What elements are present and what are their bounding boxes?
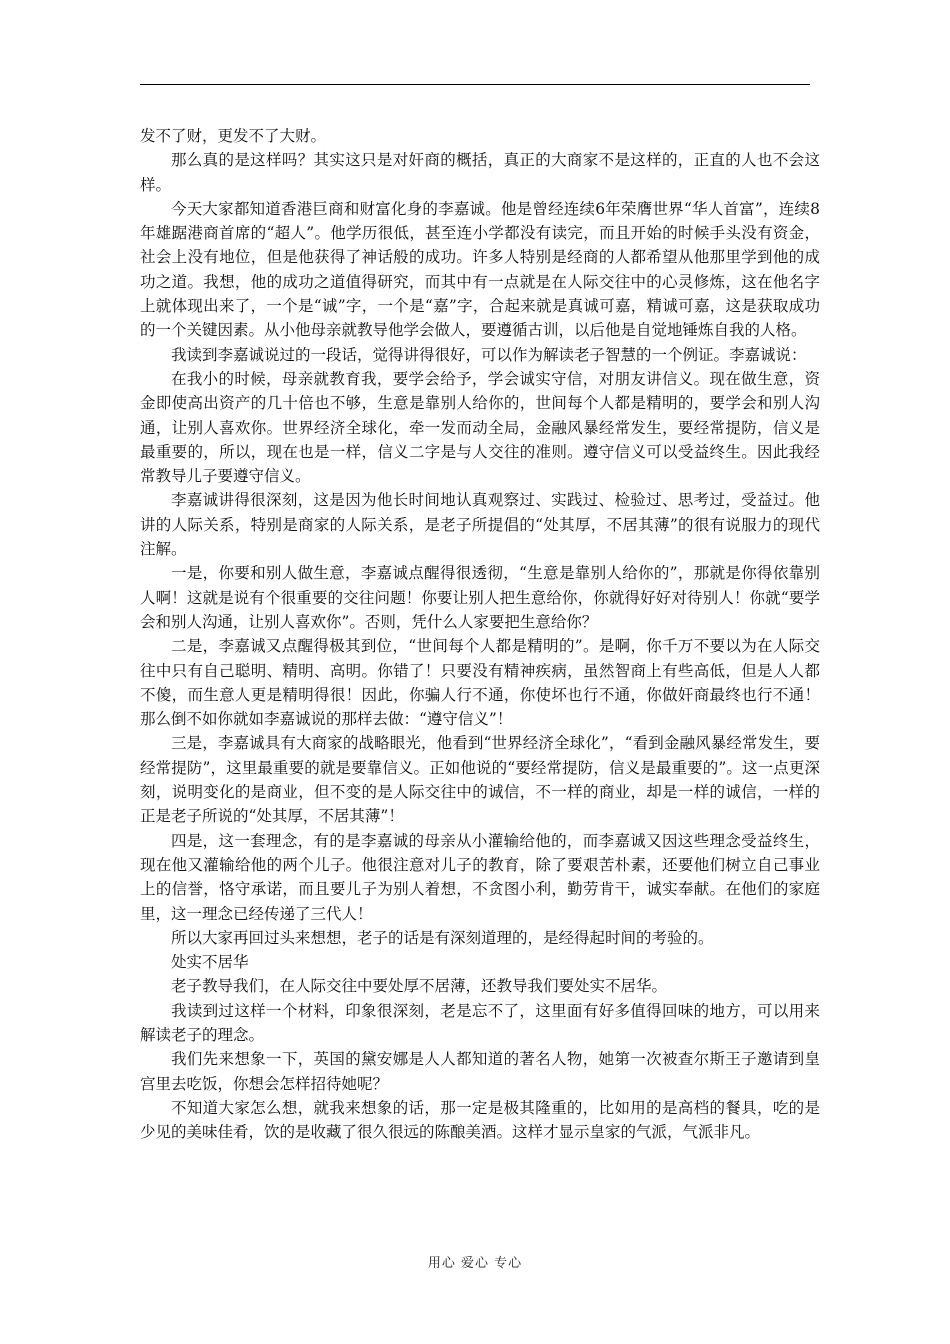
paragraph: 那么真的是这样吗？其实这只是对奸商的概括，真正的大商家不是这样的，正直的人也不会这样。 bbox=[140, 151, 820, 194]
paragraph: 发不了财，更发不了大财。 bbox=[140, 127, 327, 145]
paragraph: 我读到李嘉诚说过的一段话，觉得讲得很好，可以作为解读老子智慧的一个例证。李嘉诚说： bbox=[171, 345, 807, 364]
paragraph: 所以大家再回过头来想想，老子的话是有深刻道理的，是经得起时间的考验的。 bbox=[171, 928, 714, 947]
paragraph: 今天大家都知道香港巨商和财富化身的李嘉诚。他是曾经连续6年荣膺世界“华人首富”，连续8年雄踞港商首席的“超人”。他学历很低，甚至连小学都没有读完，而且开始的时候手头没有资金，社会上没有地位，但是他获得了神话般的成功。许多人特别是经商的人都希望从他那里学到他的成功之道。我想，他的成功之道值得研究，而其中有一点就是在人际交往中的心灵修炼，这在他名字上就体现出来了，一个是“诚”字，一个是“嘉”字，合起来就是真诚可嘉，精诚可嘉，这是获取成功的一个关键因素。从小他母亲就教导他学会做人，要遵循古训，以后他是自觉地锤炼自我的人格。 bbox=[140, 199, 820, 340]
body-text bbox=[140, 124, 820, 1144]
paragraph: 四是，这一套理念，有的是李嘉诚的母亲从小灌输给他的，而李嘉诚又因这些理念受益终生，现在他又灌输给他的两个儿子。他很注意对儿子的教育，除了要艰苦朴素，还要他们树立自己事业上的信誉，恪守承诺，而且要儿子为别人着想，不贪图小利，勤劳肯干，诚实奉献。在他们的家庭里，这一理念已经传递了三代人！ bbox=[140, 831, 820, 923]
paragraph: 老子教导我们，在人际交往中要处厚不居薄，还教导我们要处实不居华。 bbox=[171, 977, 668, 996]
paragraph: 不知道大家怎么想，就我来想象的话，那一定是极其隆重的，比如用的是高档的餐具，吃的是少见的美味佳肴，饮的是收藏了很久很远的陈酿美酒。这样才显示皇家的气派，气派非凡。 bbox=[140, 1098, 820, 1142]
paragraph: 李嘉诚讲得很深刻，这是因为他长时间地认真观察过、实践过、检验过、思考过，受益过。他讲的人际关系，特别是商家的人际关系，是老子所提倡的“处其厚，不居其薄”的很有说服力的现代注解。 bbox=[140, 491, 820, 559]
paragraph: 我们先来想象一下，英国的黛安娜是人人都知道的著名人物，她第一次被查尔斯王子邀请到皇宫里去吃饭，你想会怎样招待她呢？ bbox=[140, 1050, 820, 1093]
paragraph: 我读到过这样一个材料，印象很深刻，老是忘不了，这里面有好多值得回味的地方，可以用来解读老子的理念。 bbox=[140, 1001, 820, 1044]
paragraph: 二是，李嘉诚又点醒得极其到位，“世间每个人都是精明的”。是啊，你千万不要以为在人际交往中只有自己聪明、精明、高明。你错了！只要没有精神疾病，虽然智商上有些高低，但是人人都不傻，而生意人更是精明得很！因此，你骗人行不通，你使坏也行不通，你做奸商最终也行不通！那么倒不如你就如李嘉诚说的那样去做：“遵守信义”！ bbox=[140, 637, 820, 729]
header-rule bbox=[140, 84, 810, 85]
quote-paragraph: 在我小的时候，母亲就教育我，要学会给予，学会诚实守信，对朋友讲信义。现在做生意，资金即使高出资产的几十倍也不够，生意是靠别人给你的，世间每个人都是精明的，要学会和别人沟通，让别人喜欢你。世界经济全球化，牵一发而动全局，金融风暴经常发生，要经常提防，信义是最重要的，所以，现在也是一样，信义二字是与人交往的准则。遵守信义可以受益终生。因此我经常教导儿子要遵守信义。 bbox=[140, 369, 820, 486]
page-footer: 用心 爱心 专心 bbox=[427, 1256, 523, 1271]
paragraph: 一是，你要和别人做生意，李嘉诚点醒得很透彻，“生意是靠别人给你的”，那就是你得依靠别人啊！这就是说有个很重要的交往问题！你要让别人把生意给你，你就得好好对待别人！你就“要学会和别人沟通，让别人喜欢你”。否则，凭什么人家要把生意给你？ bbox=[140, 564, 820, 631]
paragraph: 三是，李嘉诚具有大商家的战略眼光，他看到“世界经济全球化”，“看到金融风暴经常发生，要经常提防”，这里最重要的就是要靠信义。正如他说的“要经常提防，信义是最重要的”。这一点更深刻，说明变化的是商业，但不变的是人际交往中的诚信，不一样的商业，却是一样的诚信，一样的正是老子所说的“处其厚，不居其薄”！ bbox=[140, 734, 820, 826]
section-heading: 处实不居华 bbox=[171, 953, 249, 972]
